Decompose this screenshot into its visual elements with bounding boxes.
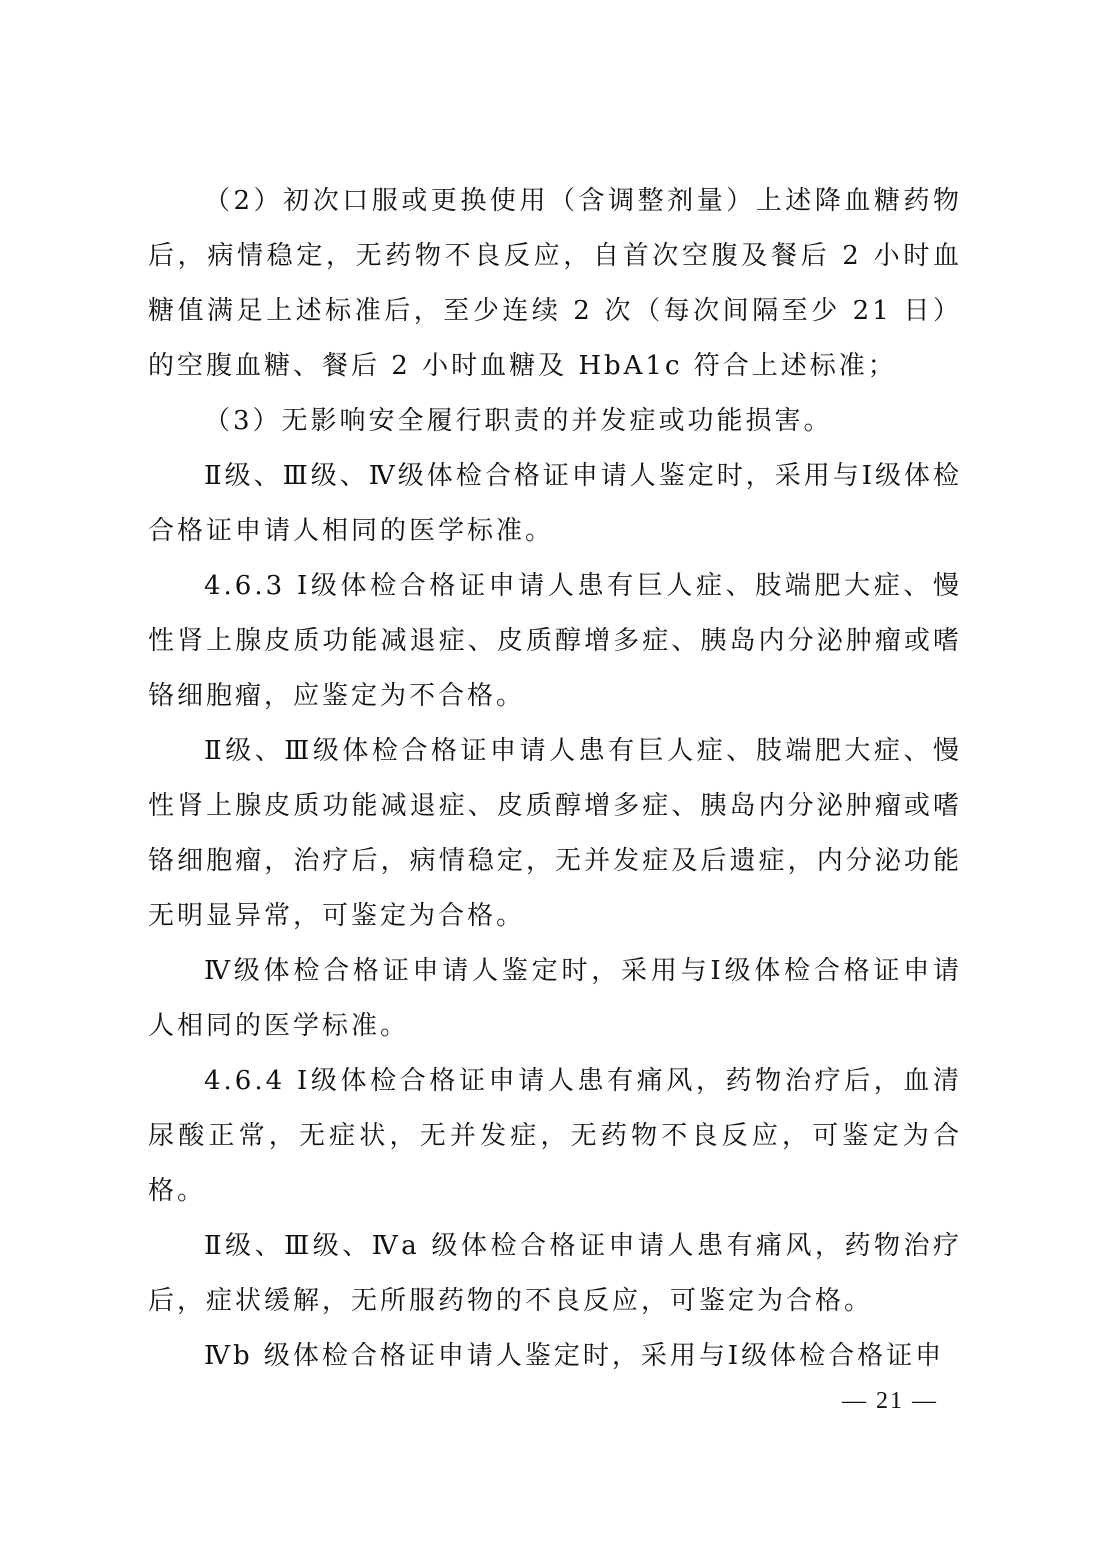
paragraph: （2）初次口服或更换使用（含调整剂量）上述降血糖药物后，病情稳定，无药物不良反应，自首次空腹及餐后 2 小时血糖值满足上述标准后，至少连续 2 次（每次间隔至少 21 日）的空腹血糖、餐后 2 小时血糖及 HbA1c 符合上述标准；: [148, 186, 962, 381]
paragraph: Ⅳb 级体检合格证申请人鉴定时，采用与Ⅰ级体检合格证申: [204, 1341, 945, 1371]
paragraph: Ⅱ级、Ⅲ级、Ⅳa 级体检合格证申请人患有痛风，药物治疗后，症状缓解，无所服药物的不良反应，可鉴定为合格。: [148, 1231, 962, 1316]
paragraph: （3）无影响安全履行职责的并发症或功能损害。: [204, 406, 833, 436]
paragraph: Ⅱ级、Ⅲ级、Ⅳ级体检合格证申请人鉴定时，采用与Ⅰ级体检合格证申请人相同的医学标准。: [148, 461, 962, 546]
document-body: [148, 174, 962, 1384]
paragraph: 4.6.3 Ⅰ级体检合格证申请人患有巨人症、肢端肥大症、慢性肾上腺皮质功能减退症、皮质醇增多症、胰岛内分泌肿瘤或嗜铬细胞瘤，应鉴定为不合格。: [148, 571, 962, 711]
paragraph: 4.6.4 Ⅰ级体检合格证申请人患有痛风，药物治疗后，血清尿酸正常，无症状，无并发症，无药物不良反应，可鉴定为合格。: [148, 1066, 962, 1206]
page-number: — 21 —: [842, 1388, 938, 1414]
paragraph: Ⅳ级体检合格证申请人鉴定时，采用与Ⅰ级体检合格证申请人相同的医学标准。: [148, 956, 962, 1041]
paragraph: Ⅱ级、Ⅲ级体检合格证申请人患有巨人症、肢端肥大症、慢性肾上腺皮质功能减退症、皮质醇增多症、胰岛内分泌肿瘤或嗜铬细胞瘤，治疗后，病情稳定，无并发症及后遗症，内分泌功能无明显异常，可鉴定为合格。: [148, 736, 962, 931]
